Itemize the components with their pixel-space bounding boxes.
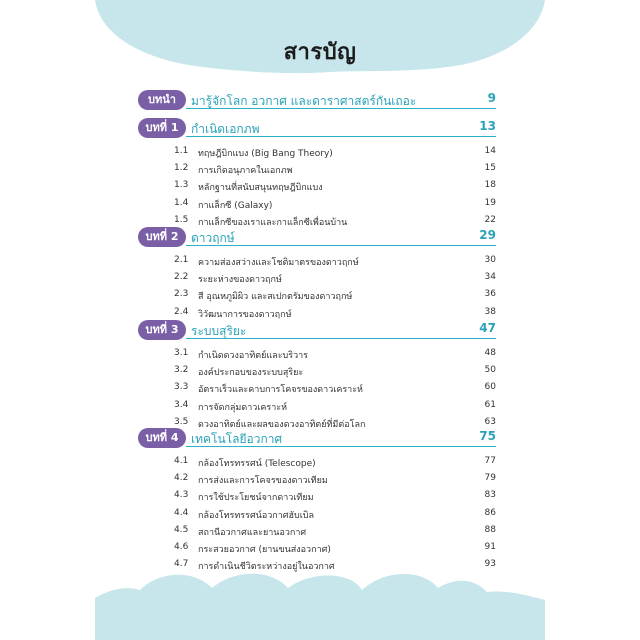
toc-entry[interactable] xyxy=(138,160,496,177)
section-page-number: 18 xyxy=(484,180,496,191)
chapter-heading[interactable] xyxy=(186,428,496,448)
section-title: กาแล็กซีของเราและกาแล็กซีเพื่อนบ้าน xyxy=(198,217,348,228)
section-title: การเกิดอนุภาคในเอกภพ xyxy=(198,166,293,177)
toc-entry[interactable] xyxy=(138,453,496,470)
section-number: 2.4 xyxy=(174,306,189,317)
bottom-cloud-shape xyxy=(95,574,545,640)
section-page-number: 15 xyxy=(484,163,496,174)
section-title: อัตราเร็วและคาบการโคจรของดาวเคราะห์ xyxy=(198,385,363,396)
section-number: 1.1 xyxy=(174,146,189,156)
section-list xyxy=(138,345,496,431)
chapter-page-number: 13 xyxy=(479,119,496,133)
chapter-heading[interactable] xyxy=(186,118,496,138)
chapter-title: ระบบสุริยะ xyxy=(191,324,247,338)
section-title: ดวงอาทิตย์และผลของดวงอาทิตย์ที่มีต่อโลก xyxy=(198,419,366,430)
section-list xyxy=(138,453,496,573)
section-list xyxy=(138,252,496,321)
section-page-number: 93 xyxy=(484,559,496,570)
section-title: กล้องโทรทรรศน์อวกาศฮับเบิล xyxy=(198,510,315,521)
section-page-number: 30 xyxy=(484,255,496,265)
section-page-number: 14 xyxy=(484,146,496,156)
toc-entry[interactable] xyxy=(138,487,496,504)
toc-entry[interactable] xyxy=(138,195,496,212)
section-title: การส่งและการโคจรของดาวเทียม xyxy=(198,476,328,487)
intro-heading xyxy=(186,90,496,110)
intro-title: มารู้จักโลก อวกาศ และดาราศาสตร์กันเถอะ xyxy=(191,94,417,108)
section-title: กล้องโทรทรรศน์ (Telescope) xyxy=(198,459,316,469)
section-page-number: 77 xyxy=(484,456,496,466)
section-page-number: 79 xyxy=(484,473,496,484)
section-list xyxy=(138,143,496,229)
section-page-number: 48 xyxy=(484,348,496,358)
chapter-page-number: 47 xyxy=(479,321,496,335)
section-title: องค์ประกอบของระบบสุริยะ xyxy=(198,368,304,379)
section-title: การจัดกลุ่มดาวเคราะห์ xyxy=(198,402,288,413)
toc-entry[interactable] xyxy=(138,143,496,160)
chapter-page-number: 29 xyxy=(479,228,496,242)
chapter-badge: บทที่ 4 xyxy=(138,428,186,448)
section-page-number: 38 xyxy=(484,306,496,317)
section-title: สี อุณหภูมิผิว และสเปกตรัมของดาวฤกษ์ xyxy=(198,292,353,303)
toc-entry[interactable] xyxy=(138,304,496,321)
chapter-heading[interactable] xyxy=(186,227,496,247)
intro-badge: บทนำ xyxy=(138,90,186,110)
section-number: 4.3 xyxy=(174,490,189,501)
section-number: 3.2 xyxy=(174,365,189,376)
section-title: กาแล็กซี (Galaxy) xyxy=(198,200,273,211)
chapter-title: กำเนิดเอกภพ xyxy=(191,122,260,136)
page-title: สารบัญ xyxy=(283,40,357,65)
section-number: 2.1 xyxy=(174,255,189,265)
intro-page-number: 9 xyxy=(487,91,496,105)
section-page-number: 86 xyxy=(484,507,496,518)
section-number: 4.1 xyxy=(174,456,189,466)
section-title: ทฤษฎีบิกแบง (Big Bang Theory) xyxy=(198,149,333,159)
section-page-number: 61 xyxy=(484,399,496,410)
toc-entry[interactable] xyxy=(138,345,496,362)
section-number: 1.3 xyxy=(174,180,189,191)
section-title: การดำเนินชีวิตระหว่างอยู่ในอวกาศ xyxy=(198,562,335,573)
section-title: วิวัฒนาการของดาวฤกษ์ xyxy=(198,309,292,320)
section-number: 4.5 xyxy=(174,524,189,535)
chapter-badge: บทที่ 1 xyxy=(138,118,186,138)
section-number: 1.2 xyxy=(174,163,189,174)
section-title: หลักฐานที่สนับสนุนทฤษฎีบิกแบง xyxy=(198,183,323,194)
toc-entry[interactable] xyxy=(138,397,496,414)
toc-entry[interactable] xyxy=(138,539,496,556)
toc-entry[interactable] xyxy=(138,362,496,379)
section-number: 2.2 xyxy=(174,272,189,283)
toc-entry[interactable] xyxy=(138,470,496,487)
section-title: การใช้ประโยชน์จากดาวเทียม xyxy=(198,493,314,504)
section-page-number: 88 xyxy=(484,524,496,535)
section-title: กระสวยอวกาศ (ยานขนส่งอวกาศ) xyxy=(198,544,331,555)
section-number: 4.4 xyxy=(174,507,189,518)
chapter-title: เทคโนโลยีอวกาศ xyxy=(191,432,283,446)
section-number: 3.5 xyxy=(174,416,189,427)
section-page-number: 60 xyxy=(484,382,496,393)
section-number: 3.4 xyxy=(174,399,189,410)
section-number: 3.1 xyxy=(174,348,189,358)
section-title: สถานีอวกาศและยานอวกาศ xyxy=(198,527,307,538)
section-page-number: 19 xyxy=(484,197,496,208)
section-number: 1.5 xyxy=(174,214,189,225)
section-title: ระยะห่างของดาวฤกษ์ xyxy=(198,275,282,286)
section-page-number: 50 xyxy=(484,365,496,376)
section-number: 4.2 xyxy=(174,473,189,484)
toc-entry[interactable] xyxy=(138,286,496,303)
section-page-number: 83 xyxy=(484,490,496,501)
section-page-number: 91 xyxy=(484,541,496,552)
toc-entry[interactable] xyxy=(138,269,496,286)
chapter-page-number: 75 xyxy=(479,429,496,443)
section-number: 4.7 xyxy=(174,559,189,570)
toc-entry[interactable] xyxy=(138,252,496,269)
toc-entry[interactable] xyxy=(138,522,496,539)
chapter-title: ดาวฤกษ์ xyxy=(191,231,235,245)
section-page-number: 22 xyxy=(484,214,496,225)
toc-intro-row[interactable] xyxy=(138,90,496,110)
toc-entry[interactable] xyxy=(138,556,496,573)
section-title: กำเนิดดวงอาทิตย์และบริวาร xyxy=(198,351,309,361)
chapter-badge: บทที่ 3 xyxy=(138,320,186,340)
section-number: 1.4 xyxy=(174,197,189,208)
chapter-badge: บทที่ 2 xyxy=(138,227,186,247)
section-page-number: 34 xyxy=(484,272,496,283)
section-number: 2.3 xyxy=(174,289,189,300)
toc-entry[interactable] xyxy=(138,379,496,396)
section-page-number: 36 xyxy=(484,289,496,300)
chapter-heading[interactable] xyxy=(186,320,496,340)
section-page-number: 63 xyxy=(484,416,496,427)
section-number: 3.3 xyxy=(174,382,189,393)
toc-entry[interactable] xyxy=(138,505,496,522)
section-number: 4.6 xyxy=(174,541,189,552)
toc-entry[interactable] xyxy=(138,177,496,194)
section-title: ความส่องสว่างและโชติมาตรของดาวฤกษ์ xyxy=(198,258,359,268)
